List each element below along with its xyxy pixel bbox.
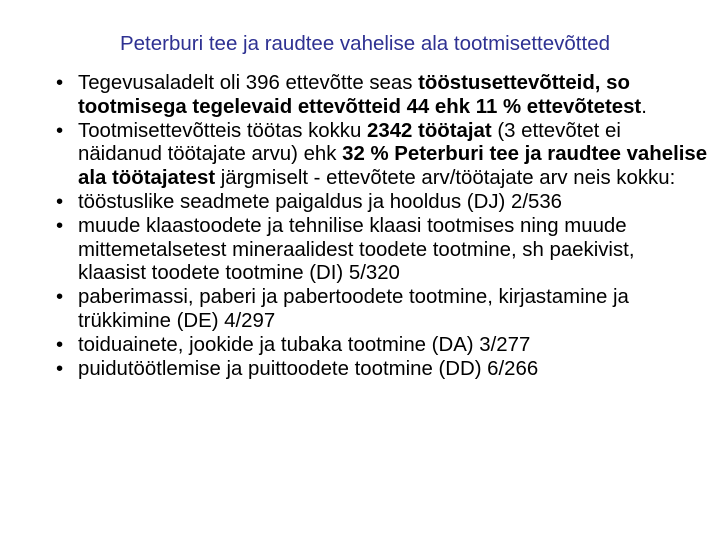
bullet-text: . xyxy=(641,95,647,118)
bullet-marker: • xyxy=(56,190,64,213)
bullet-text: puidutöötlemise ja puittoodete tootmine (DD) 6/266 xyxy=(78,357,539,380)
bullet-text-bold: 2342 töötajat xyxy=(367,119,492,142)
bullet-text-bold: tööstusettevõtteid, so tootmisega tegelevaid ettevõtteid 44 ehk 11 % ettevõtetest xyxy=(78,72,642,118)
bullet-text: toiduainete, jookide ja tubaka tootmine (DA) 3/277 xyxy=(78,333,531,356)
bullet-text: tööstuslike seadmete paigaldus ja hooldus (DJ) 2/536 xyxy=(78,190,562,213)
bullet-text: Tootmisettevõtteis töötas kokku xyxy=(78,119,368,142)
bullet-list xyxy=(48,72,708,381)
bullet-text: järgmiselt - ettevõtete arv/töötajate arv neis kokku: xyxy=(215,167,676,190)
bullet-text: Tegevusaladelt oli 396 ettevõtte seas xyxy=(78,72,419,94)
bullet-marker: • xyxy=(56,119,64,142)
slide-title: Peterburi tee ja raudtee vahelise ala tootmisettevõtted xyxy=(119,32,611,55)
bullet-text-bold: 32 % Peterburi tee ja raudtee vahelise ala töötajatest xyxy=(78,143,708,190)
bullet-text: (3 ettevõtet ei näidanud töötajate arvu) ehk xyxy=(78,119,621,166)
bullet-item xyxy=(48,334,708,358)
bullet-marker: • xyxy=(56,214,64,237)
bullet-marker: • xyxy=(56,333,64,356)
bullet-text: muude klaastoodete ja tehnilise klaasi tootmises ning muude mittemetalsetest mineraalidest toodete tootmine, sh paekivist, klaasist toodete tootmine (DI) 5/320 xyxy=(78,214,635,285)
bullet-item xyxy=(48,120,708,191)
bullet-text: paberimassi, paberi ja pabertoodete tootmine, kirjastamine ja trükkimine (DE) 4/297 xyxy=(78,286,629,332)
bullet-marker: • xyxy=(56,357,64,380)
bullet-item xyxy=(48,72,708,120)
bullet-item xyxy=(48,286,708,334)
bullet-item xyxy=(48,358,708,382)
bullet-item xyxy=(48,191,708,215)
bullet-marker: • xyxy=(56,72,64,94)
bullet-marker: • xyxy=(56,286,64,309)
bullet-item xyxy=(48,215,708,286)
